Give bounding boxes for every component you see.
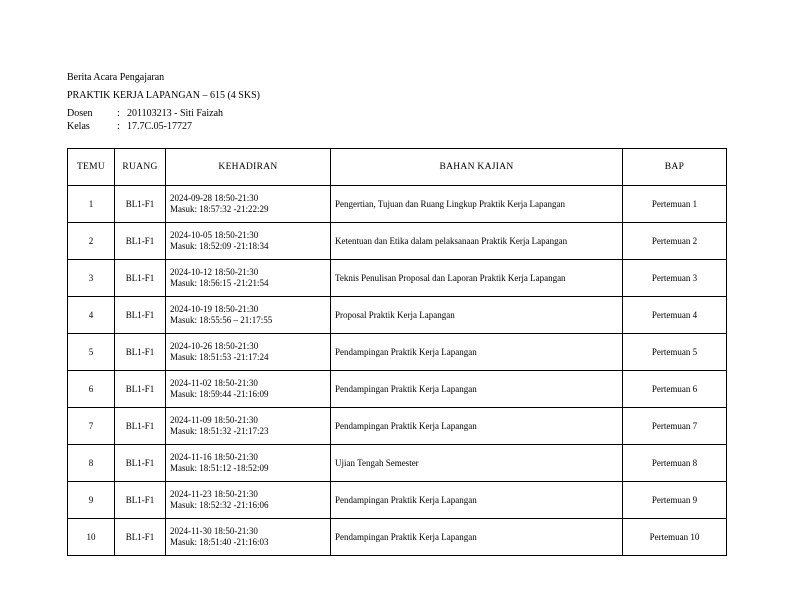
check-in-time: Masuk: 18:59:44 -21:16:09 [170, 389, 269, 399]
cell-ruang: BL1-F1 [115, 519, 166, 556]
cell-bahan-kajian: Pendampingan Praktik Kerja Lapangan [331, 408, 623, 445]
cell-kehadiran [166, 408, 331, 445]
cell-bahan-kajian: Proposal Praktik Kerja Lapangan [331, 297, 623, 334]
session-schedule: 2024-11-30 18:50-21:30 [170, 526, 258, 536]
dosen-value: 201103213 - Siti Faizah [127, 108, 224, 119]
cell-bahan-kajian: Pendampingan Praktik Kerja Lapangan [331, 482, 623, 519]
cell-bahan-kajian: Ketentuan dan Etika dalam pelaksanaan Praktik Kerja Lapangan [331, 223, 623, 260]
cell-kehadiran [166, 371, 331, 408]
cell-bahan-kajian: Teknis Penulisan Proposal dan Laporan Praktik Kerja Lapangan [331, 260, 623, 297]
cell-temu: 9 [68, 482, 115, 519]
kelas-value: 17.7C.05-17727 [127, 121, 192, 132]
cell-bap: Pertemuan 8 [623, 445, 727, 482]
dosen-row [67, 108, 223, 120]
cell-ruang: BL1-F1 [115, 223, 166, 260]
cell-temu: 10 [68, 519, 115, 556]
cell-ruang: BL1-F1 [115, 260, 166, 297]
document-title: Berita Acara Pengajaran [67, 72, 165, 83]
cell-temu: 3 [68, 260, 115, 297]
check-in-time: Masuk: 18:52:09 -21:18:34 [170, 241, 269, 251]
cell-temu: 6 [68, 371, 115, 408]
cell-temu: 5 [68, 334, 115, 371]
check-in-time: Masuk: 18:51:53 -21:17:24 [170, 352, 269, 362]
cell-bap: Pertemuan 2 [623, 223, 727, 260]
table-row [68, 482, 727, 519]
cell-ruang: BL1-F1 [115, 186, 166, 223]
attendance-table [67, 148, 727, 556]
check-in-time: Masuk: 18:52:32 -21:16:06 [170, 500, 269, 510]
cell-ruang: BL1-F1 [115, 334, 166, 371]
session-schedule: 2024-10-05 18:50-21:30 [170, 230, 259, 240]
table-row [68, 371, 727, 408]
cell-temu: 4 [68, 297, 115, 334]
session-schedule: 2024-11-02 18:50-21:30 [170, 378, 258, 388]
table-row [68, 223, 727, 260]
check-in-time: Masuk: 18:55:56 – 21:17:55 [170, 315, 273, 325]
kelas-separator: : [117, 121, 120, 132]
cell-temu: 1 [68, 186, 115, 223]
table-row [68, 408, 727, 445]
cell-bap: Pertemuan 5 [623, 334, 727, 371]
table-row [68, 186, 727, 223]
table-row [68, 297, 727, 334]
cell-bahan-kajian: Pengertian, Tujuan dan Ruang Lingkup Praktik Kerja Lapangan [331, 186, 623, 223]
check-in-time: Masuk: 18:51:12 -18:52:09 [170, 463, 269, 473]
session-schedule: 2024-10-19 18:50-21:30 [170, 304, 259, 314]
table-row [68, 519, 727, 556]
session-schedule: 2024-11-16 18:50-21:30 [170, 452, 258, 462]
dosen-label: Dosen [67, 108, 93, 119]
column-header-kehadiran: KEHADIRAN [166, 149, 331, 186]
cell-kehadiran [166, 223, 331, 260]
cell-bap: Pertemuan 4 [623, 297, 727, 334]
cell-kehadiran [166, 445, 331, 482]
session-schedule: 2024-09-28 18:50-21:30 [170, 193, 259, 203]
cell-bap: Pertemuan 7 [623, 408, 727, 445]
cell-ruang: BL1-F1 [115, 408, 166, 445]
check-in-time: Masuk: 18:51:40 -21:16:03 [170, 537, 269, 547]
cell-kehadiran [166, 482, 331, 519]
table-row [68, 260, 727, 297]
cell-temu: 7 [68, 408, 115, 445]
cell-kehadiran [166, 334, 331, 371]
column-header-bahan-kajian: BAHAN KAJIAN [331, 149, 623, 186]
cell-bahan-kajian: Pendampingan Praktik Kerja Lapangan [331, 519, 623, 556]
dosen-separator: : [117, 108, 120, 119]
cell-ruang: BL1-F1 [115, 482, 166, 519]
cell-ruang: BL1-F1 [115, 297, 166, 334]
cell-bap: Pertemuan 3 [623, 260, 727, 297]
cell-bahan-kajian: Pendampingan Praktik Kerja Lapangan [331, 334, 623, 371]
cell-temu: 8 [68, 445, 115, 482]
cell-bap: Pertemuan 10 [623, 519, 727, 556]
cell-bahan-kajian: Ujian Tengah Semester [331, 445, 623, 482]
cell-kehadiran [166, 186, 331, 223]
table-header-row [68, 149, 727, 186]
column-header-bap: BAP [623, 149, 727, 186]
session-schedule: 2024-10-26 18:50-21:30 [170, 341, 259, 351]
cell-bahan-kajian: Pendampingan Praktik Kerja Lapangan [331, 371, 623, 408]
table-row [68, 445, 727, 482]
table-row [68, 334, 727, 371]
cell-kehadiran [166, 260, 331, 297]
cell-bap: Pertemuan 1 [623, 186, 727, 223]
course-title: PRAKTIK KERJA LAPANGAN – 615 (4 SKS) [67, 90, 260, 101]
column-header-temu: TEMU [68, 149, 115, 186]
cell-kehadiran [166, 297, 331, 334]
kelas-row [67, 121, 192, 133]
cell-ruang: BL1-F1 [115, 445, 166, 482]
cell-bap: Pertemuan 9 [623, 482, 727, 519]
cell-kehadiran [166, 519, 331, 556]
cell-ruang: BL1-F1 [115, 371, 166, 408]
kelas-label: Kelas [67, 121, 90, 132]
session-schedule: 2024-10-12 18:50-21:30 [170, 267, 259, 277]
column-header-ruang: RUANG [115, 149, 166, 186]
check-in-time: Masuk: 18:57:32 -21:22:29 [170, 204, 269, 214]
session-schedule: 2024-11-23 18:50-21:30 [170, 489, 258, 499]
cell-bap: Pertemuan 6 [623, 371, 727, 408]
cell-temu: 2 [68, 223, 115, 260]
check-in-time: Masuk: 18:56:15 -21:21:54 [170, 278, 269, 288]
check-in-time: Masuk: 18:51:32 -21:17:23 [170, 426, 269, 436]
session-schedule: 2024-11-09 18:50-21:30 [170, 415, 258, 425]
